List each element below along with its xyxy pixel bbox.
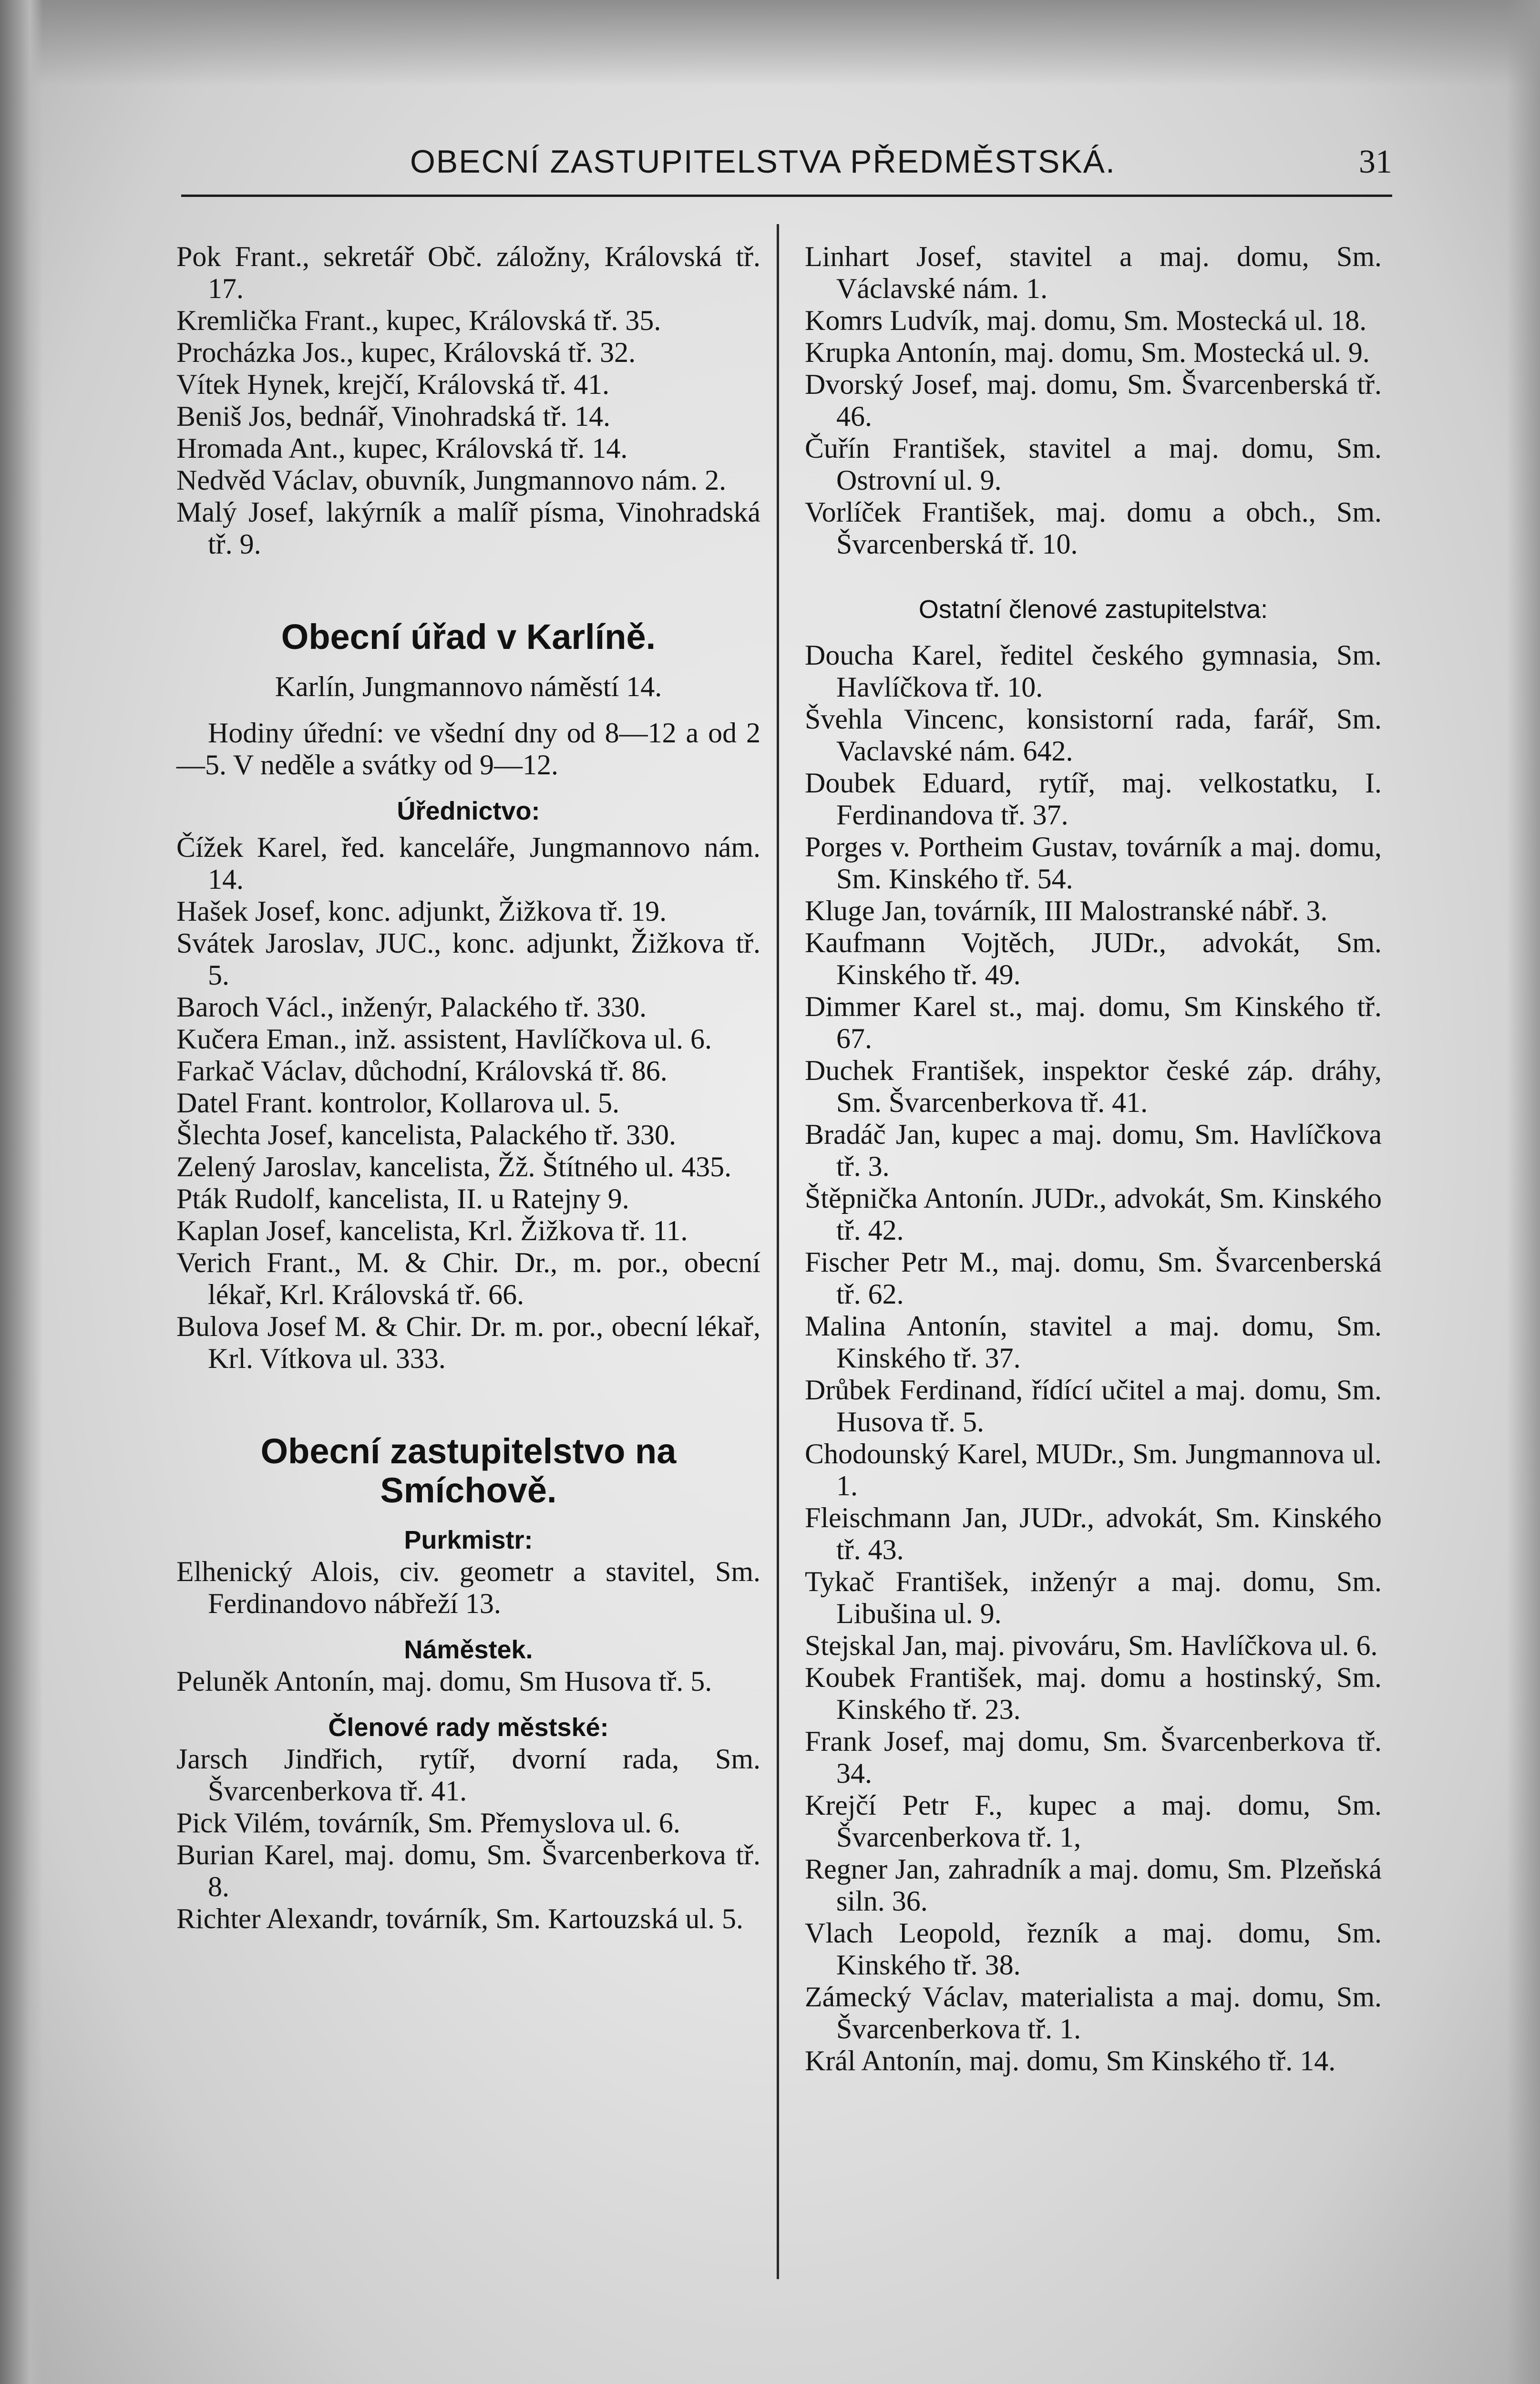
list-item: Richter Alexandr, továrník, Sm. Kartouzská ul. 5. xyxy=(176,1903,744,1934)
karlin-address: Karlín, Jungmannovo náměstí 14. xyxy=(275,671,662,702)
list-item: Vítek Hynek, krejčí, Královská tř. 41. xyxy=(176,369,610,400)
list-item: Linhart Josef, stavitel a maj. domu, Sm. Václavské nám. 1. xyxy=(805,241,1382,304)
scan-shadow-top xyxy=(0,0,1540,86)
karlin-office-hours: Hodiny úřední: ve všední dny od 8—12 a od 2—5. V neděle a svátky od 9—12. xyxy=(176,717,760,781)
list-item: Kluge Jan, továrník, III Malostranské nábř. 3. xyxy=(805,895,1328,926)
deputy-entry: Peluněk Antonín, maj. domu, Sm Husova tř. 5. xyxy=(176,1665,712,1697)
list-item: Štěpnička Antonín. JUDr., advokát, Sm. Kinského tř. 42. xyxy=(805,1182,1382,1246)
list-item: Vorlíček František, maj. domu a obch., Sm. Švarcenberská tř. 10. xyxy=(805,496,1382,560)
list-item: Fischer Petr M., maj. domu, Sm. Švarcenberská tř. 62. xyxy=(805,1246,1382,1310)
list-item: Zámecký Václav, materialista a maj. domu, Sm. Švarcenberkova tř. 1. xyxy=(805,1981,1382,2045)
list-item: Koubek František, maj. domu a hostinský, Sm. Kinského tř. 23. xyxy=(805,1662,1382,1725)
list-item: Porges v. Portheim Gustav, továrník a maj. domu, Sm. Kinského tř. 54. xyxy=(805,831,1382,894)
list-item: Bulova Josef M. & Chir. Dr. m. por., obecní lékař, Krl. Vítkova ul. 333. xyxy=(176,1311,760,1374)
council-continued-list xyxy=(805,241,1382,560)
list-item: Beniš Jos, bednář, Vinohradská tř. 14. xyxy=(176,401,611,432)
list-item: Krejčí Petr F., kupec a maj. domu, Sm. Švarcenberkova tř. 1, xyxy=(805,1789,1382,1853)
list-item: Hromada Ant., kupec, Královská tř. 14. xyxy=(176,432,628,464)
page-number: 31 xyxy=(1359,144,1392,180)
list-item: Bradáč Jan, kupec a maj. domu, Sm. Havlíčkova tř. 3. xyxy=(805,1119,1382,1182)
list-item: Zelený Jaroslav, kancelista, Žž. Štítného ul. 435. xyxy=(176,1151,732,1182)
list-item: Duchek František, inspektor české záp. dráhy, Sm. Švarcenberkova tř. 41. xyxy=(805,1055,1382,1118)
list-item: Verich Frant., M. & Chir. Dr., m. por., obecní lékař, Krl. Královská tř. 66. xyxy=(176,1247,760,1310)
scan-shadow-left xyxy=(0,0,43,2384)
running-header xyxy=(181,138,1392,195)
council-list xyxy=(176,1743,760,1935)
list-item: Šlechta Josef, kancelista, Palackého tř. 330. xyxy=(176,1119,677,1151)
list-item: Procházka Jos., kupec, Královská tř. 32. xyxy=(176,337,636,368)
list-item: Kaufmann Vojtěch, JUDr., advokát, Sm. Kinského tř. 49. xyxy=(805,927,1382,990)
running-title: OBECNÍ ZASTUPITELSTVA PŘEDMĚSTSKÁ. xyxy=(410,144,1116,180)
list-item: Pok Frant., sekretář Obč. záložny, Královská tř. 17. xyxy=(176,241,760,304)
council-heading: Členové rady městské: xyxy=(328,1713,609,1742)
mayor-entry: Elhenický Alois, civ. geometr a stavitel, Sm. Ferdinandovo nábřeží 13. xyxy=(176,1556,760,1619)
list-item: Datel Frant. kontrolor, Kollarova ul. 5. xyxy=(176,1087,620,1119)
deputy-heading: Náměstek. xyxy=(404,1635,533,1664)
list-item: Kremlička Frant., kupec, Královská tř. 35. xyxy=(176,305,661,336)
list-item: Chodounský Karel, MUDr., Sm. Jungmannova ul. 1. xyxy=(805,1438,1382,1501)
list-item: Hašek Josef, konc. adjunkt, Žižkova tř. 19. xyxy=(176,895,667,927)
list-item: Kučera Eman., inž. assistent, Havlíčkova ul. 6. xyxy=(176,1023,712,1055)
list-item: Jarsch Jindřich, rytíř, dvorní rada, Sm. Švarcenberkova tř. 41. xyxy=(176,1743,760,1807)
scan-shadow-right xyxy=(1507,0,1540,2384)
other-members-list xyxy=(805,639,1382,2077)
list-item: Čížek Karel, řed. kanceláře, Jungmannovo nám. 14. xyxy=(176,832,760,895)
list-item: Krupka Antonín, maj. domu, Sm. Mostecká ul. 9. xyxy=(805,337,1370,368)
list-item: Tykač František, inženýr a maj. domu, Sm. Libušina ul. 9. xyxy=(805,1566,1382,1629)
list-item: Pick Vilém, továrník, Sm. Přemyslova ul. 6. xyxy=(176,1807,680,1839)
list-item: Frank Josef, maj domu, Sm. Švarcenberkova tř. 34. xyxy=(805,1726,1382,1789)
list-item: Malý Josef, lakýrník a malíř písma, Vinohradská tř. 9. xyxy=(176,496,760,560)
list-item: Dimmer Karel st., maj. domu, Sm Kinského tř. 67. xyxy=(805,991,1382,1054)
other-members-heading: Ostatní členové zastupitelstva: xyxy=(918,595,1268,624)
list-item: Komrs Ludvík, maj. domu, Sm. Mostecká ul. 18. xyxy=(805,305,1367,336)
list-item: Vlach Leopold, řezník a maj. domu, Sm. Kinského tř. 38. xyxy=(805,1917,1382,1981)
list-item: Nedvěd Václav, obuvník, Jungmannovo nám. 2. xyxy=(176,464,727,496)
section-heading-karlin: Obecní úřad v Karlíně. xyxy=(281,617,656,657)
list-item: Pták Rudolf, kancelista, II. u Ratejny 9. xyxy=(176,1183,629,1214)
left-top-list xyxy=(176,241,760,560)
list-item: Švehla Vincenc, konsistorní rada, farář, Sm. Vaclavské nám. 642. xyxy=(805,703,1382,767)
column-divider xyxy=(777,224,779,2279)
list-item: Doubek Eduard, rytíř, maj. velkostatku, I. Ferdinandova tř. 37. xyxy=(805,767,1382,831)
list-item: Burian Karel, maj. domu, Sm. Švarcenberkova tř. 8. xyxy=(176,1839,760,1902)
list-item: Dvorský Josef, maj. domu, Sm. Švarcenberská tř. 46. xyxy=(805,369,1382,432)
list-item: Stejskal Jan, maj. pivováru, Sm. Havlíčkova ul. 6. xyxy=(805,1630,1378,1661)
list-item: Baroch Václ., inženýr, Palackého tř. 330. xyxy=(176,991,647,1023)
right-column xyxy=(805,241,1382,2077)
list-item: Regner Jan, zahradník a maj. domu, Sm. Plzeňská siln. 36. xyxy=(805,1853,1382,1917)
karlin-staff-list xyxy=(176,832,760,1375)
list-item: Drůbek Ferdinand, řídící učitel a maj. domu, Sm. Husova tř. 5. xyxy=(805,1374,1382,1438)
staff-heading: Úřednictvo: xyxy=(397,797,540,825)
left-column xyxy=(176,241,760,1935)
list-item: Čuřín František, stavitel a maj. domu, Sm. Ostrovní ul. 9. xyxy=(805,432,1382,496)
list-item: Král Antonín, maj. domu, Sm Kinského tř. 14. xyxy=(805,2045,1336,2076)
header-rule xyxy=(181,195,1392,197)
section-heading-smichov: Obecní zastupitelstvo na Smíchově. xyxy=(260,1431,677,1510)
list-item: Malina Antonín, stavitel a maj. domu, Sm. Kinského tř. 37. xyxy=(805,1310,1382,1374)
list-item: Kaplan Josef, kancelista, Krl. Žižkova tř. 11. xyxy=(176,1215,688,1246)
list-item: Fleischmann Jan, JUDr., advokát, Sm. Kinského tř. 43. xyxy=(805,1502,1382,1565)
mayor-heading: Purkmistr: xyxy=(404,1526,533,1554)
list-item: Svátek Jaroslav, JUC., konc. adjunkt, Žižkova tř. 5. xyxy=(176,927,760,991)
list-item: Doucha Karel, ředitel českého gymnasia, Sm. Havlíčkova tř. 10. xyxy=(805,639,1382,703)
list-item: Farkač Václav, důchodní, Královská tř. 86. xyxy=(176,1055,667,1087)
